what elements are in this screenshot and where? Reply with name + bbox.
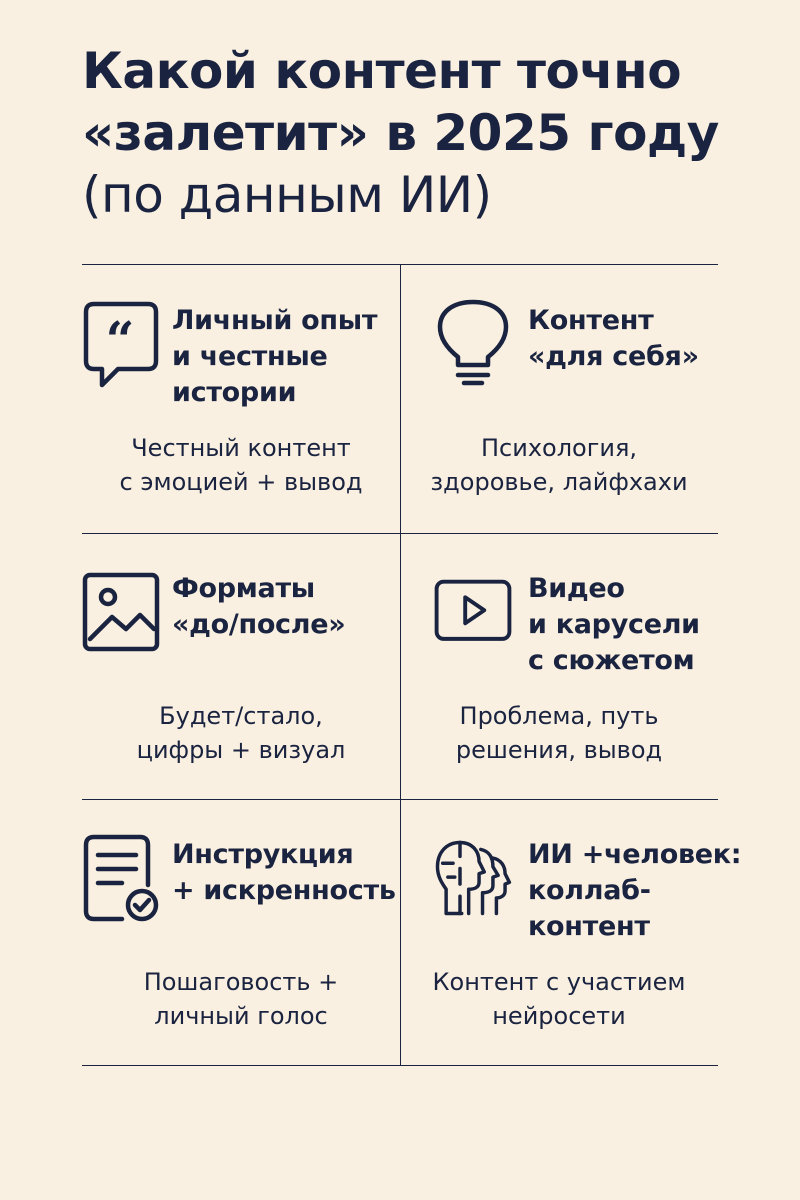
card-heading: Инструкция + искренность bbox=[172, 839, 396, 906]
card-heading: Контент «для себя» bbox=[528, 305, 699, 372]
card-before-after bbox=[82, 533, 400, 799]
card-description: Будет/стало, цифры + визуал bbox=[136, 702, 346, 764]
card-description: Психология, здоровье, лайфхахи bbox=[430, 434, 688, 496]
card-ai-human-collab bbox=[400, 799, 742, 1065]
card-video-carousel bbox=[400, 533, 718, 799]
quote-bubble-icon bbox=[82, 299, 160, 389]
card-description: Честный контент с эмоцией + вывод bbox=[119, 434, 363, 496]
svg-text:“: “ bbox=[105, 310, 135, 369]
card-description: Проблема, путь решения, вывод bbox=[455, 702, 663, 764]
card-personal-experience bbox=[82, 265, 400, 531]
play-video-icon bbox=[434, 567, 512, 657]
image-icon bbox=[82, 567, 160, 657]
title-line-2: «залетит» в 2025 году bbox=[82, 104, 719, 162]
card-heading: Видео и карусели с сюжетом bbox=[528, 573, 700, 676]
card-heading: Личный опыт и честные истории bbox=[172, 305, 378, 408]
page-title bbox=[82, 40, 782, 226]
card-content-for-self bbox=[400, 265, 718, 531]
card-heading: Форматы «до/после» bbox=[172, 573, 346, 640]
card-description: Контент с участием нейросети bbox=[432, 968, 686, 1030]
ai-human-profiles-icon bbox=[434, 833, 512, 923]
content-grid bbox=[82, 264, 742, 1066]
lightbulb-icon bbox=[434, 299, 512, 389]
card-description: Пошаговость + личный голос bbox=[143, 968, 339, 1030]
title-line-3: (по данным ИИ) bbox=[82, 166, 492, 224]
title-line-1: Какой контент точно bbox=[82, 42, 682, 100]
card-instruction-sincerity bbox=[82, 799, 400, 1065]
card-heading: ИИ +человек: коллаб- контент bbox=[528, 839, 742, 942]
document-check-icon bbox=[82, 833, 160, 923]
